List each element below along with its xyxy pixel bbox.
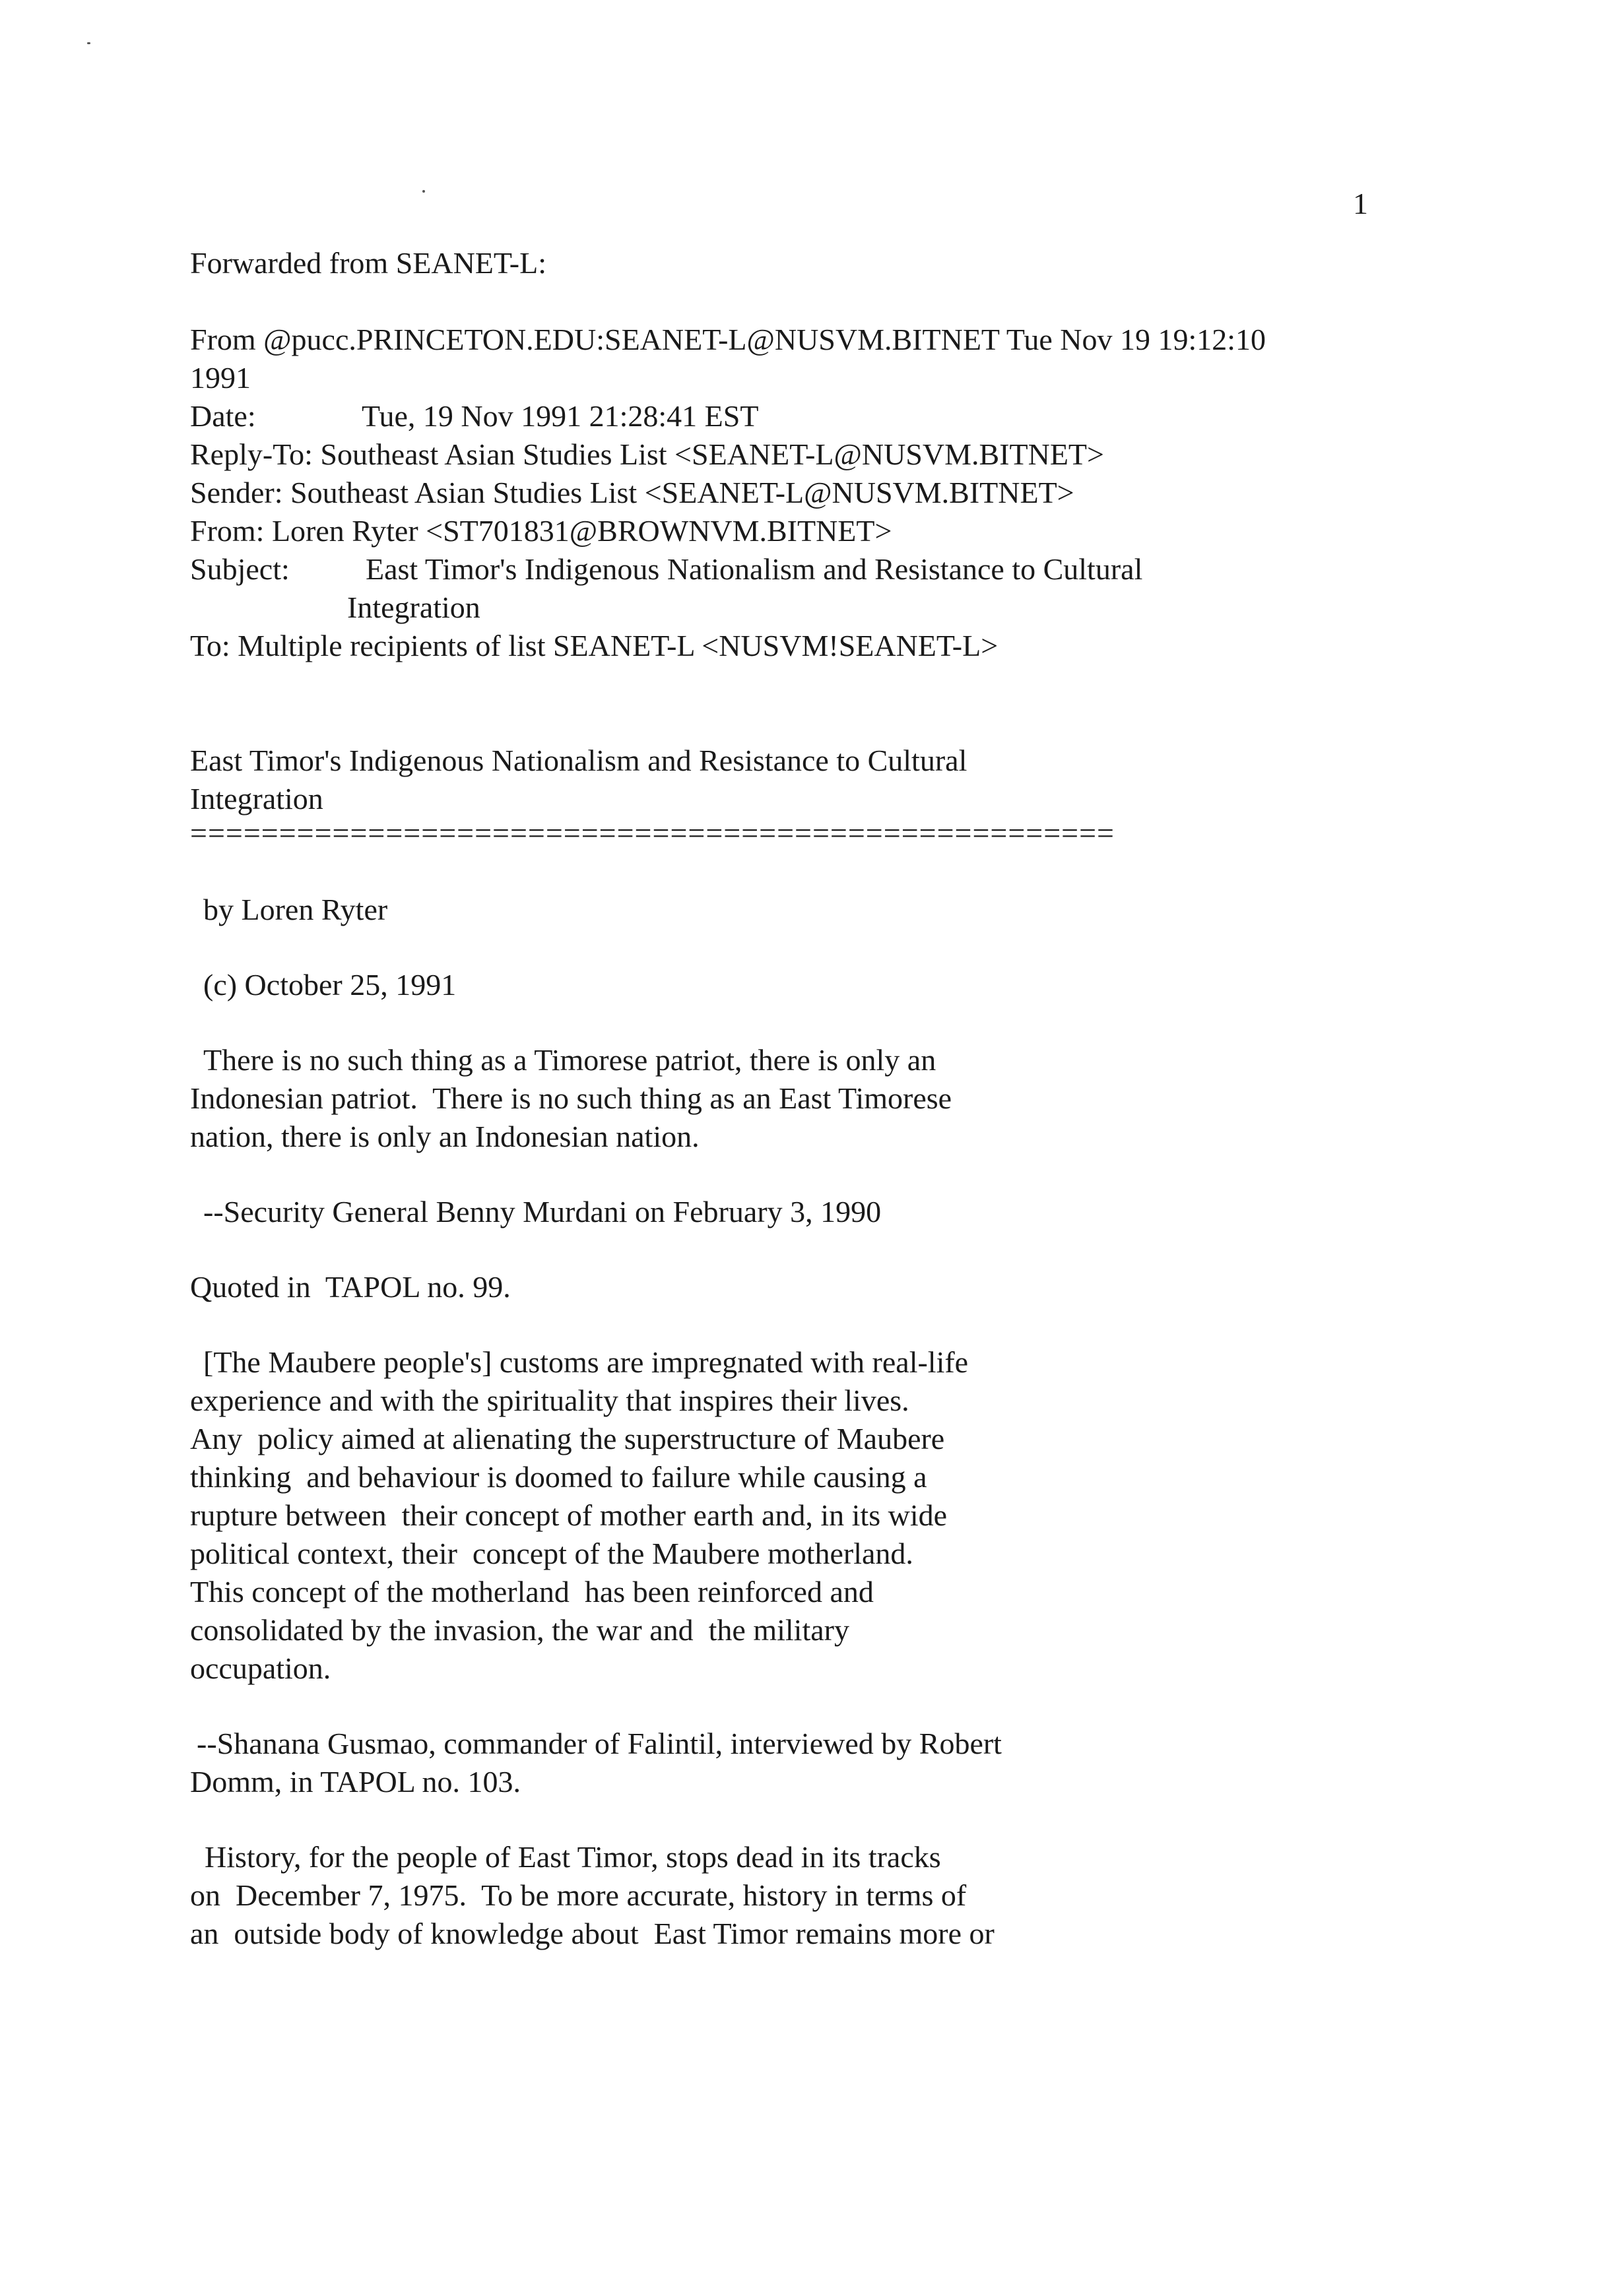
quote-line: thinking and behaviour is doomed to failure while causing a — [190, 1460, 927, 1494]
quote-line: political context, their concept of the Maubere motherland. — [190, 1537, 913, 1570]
quote-attribution-line: --Shanana Gusmao, commander of Falintil, interviewed by Robert — [197, 1727, 1002, 1760]
header-reply-to: Reply-To: Southeast Asian Studies List <SEANET-L@NUSVM.BITNET> — [190, 437, 1104, 471]
quote-line: occupation. — [190, 1651, 331, 1685]
quote-source: Quoted in TAPOL no. 99. — [190, 1270, 511, 1304]
quote-attribution-gusmao — [190, 1725, 1444, 1801]
quote-line: rupture between their concept of mother earth and, in its wide — [190, 1498, 948, 1532]
header-subject-continuation: Integration — [347, 590, 480, 624]
article-title-line1: East Timor's Indigenous Nationalism and Resistance to Cultural — [190, 744, 967, 777]
header-subject-label: Subject: — [190, 552, 290, 586]
header-subject — [190, 550, 1444, 589]
scan-speck — [422, 190, 425, 193]
quote-line: Any policy aimed at alienating the superstructure of Maubere — [190, 1422, 945, 1455]
quote-line: consolidated by the invasion, the war and the military — [190, 1613, 849, 1647]
page-number: 1 — [1353, 187, 1368, 220]
email-header — [190, 321, 1444, 665]
header-subject-value: East Timor's Indigenous Nationalism and Resistance to Cultural — [366, 552, 1143, 586]
quote-line: [The Maubere people's] customs are impregnated with real-life — [203, 1345, 969, 1379]
header-from: From: Loren Ryter <ST701831@BROWNVM.BITNET> — [190, 514, 892, 548]
quote-line: experience and with the spirituality that inspires their lives. — [190, 1384, 909, 1417]
article-title-line2: Integration — [190, 782, 323, 815]
header-date-label: Date: — [190, 399, 256, 433]
body-paragraph — [190, 1838, 1444, 1953]
quote-line: This concept of the motherland has been reinforced and — [190, 1575, 874, 1609]
body-line: on December 7, 1975. To be more accurate, history in terms of — [190, 1878, 967, 1912]
scan-speck — [87, 42, 90, 44]
header-sender: Sender: Southeast Asian Studies List <SEANET-L@NUSVM.BITNET> — [190, 476, 1074, 509]
body-line: an outside body of knowledge about East Timor remains more or — [190, 1917, 995, 1950]
quote-attribution-line: Domm, in TAPOL no. 103. — [190, 1765, 521, 1799]
article-title — [190, 742, 1444, 852]
epigraph-gusmao — [190, 1343, 1444, 1688]
title-underline: ==================================================== — [190, 816, 1115, 850]
quote-line: Indonesian patriot. There is no such thing as an East Timorese — [190, 1081, 952, 1115]
document-body — [190, 244, 1444, 1953]
header-from-raw: From @pucc.PRINCETON.EDU:SEANET-L@NUSVM.BITNET Tue Nov 19 19:12:10 — [190, 323, 1266, 356]
quote-line: There is no such thing as a Timorese patriot, there is only an — [203, 1043, 936, 1077]
copyright-line: (c) October 25, 1991 — [203, 968, 457, 1002]
forwarded-line: Forwarded from SEANET-L: — [190, 246, 546, 280]
byline: by Loren Ryter — [203, 893, 388, 926]
quote-attribution: --Security General Benny Murdani on February 3, 1990 — [203, 1195, 882, 1228]
body-line: History, for the people of East Timor, stops dead in its tracks — [205, 1840, 941, 1874]
epigraph-murdani — [190, 1041, 1444, 1156]
header-to: To: Multiple recipients of list SEANET-L <NUSVM!SEANET-L> — [190, 629, 999, 662]
header-date-value: Tue, 19 Nov 1991 21:28:41 EST — [362, 399, 759, 433]
quote-line: nation, there is only an Indonesian nation. — [190, 1120, 700, 1153]
header-from-raw-year: 1991 — [190, 361, 251, 395]
header-date — [190, 397, 1444, 435]
